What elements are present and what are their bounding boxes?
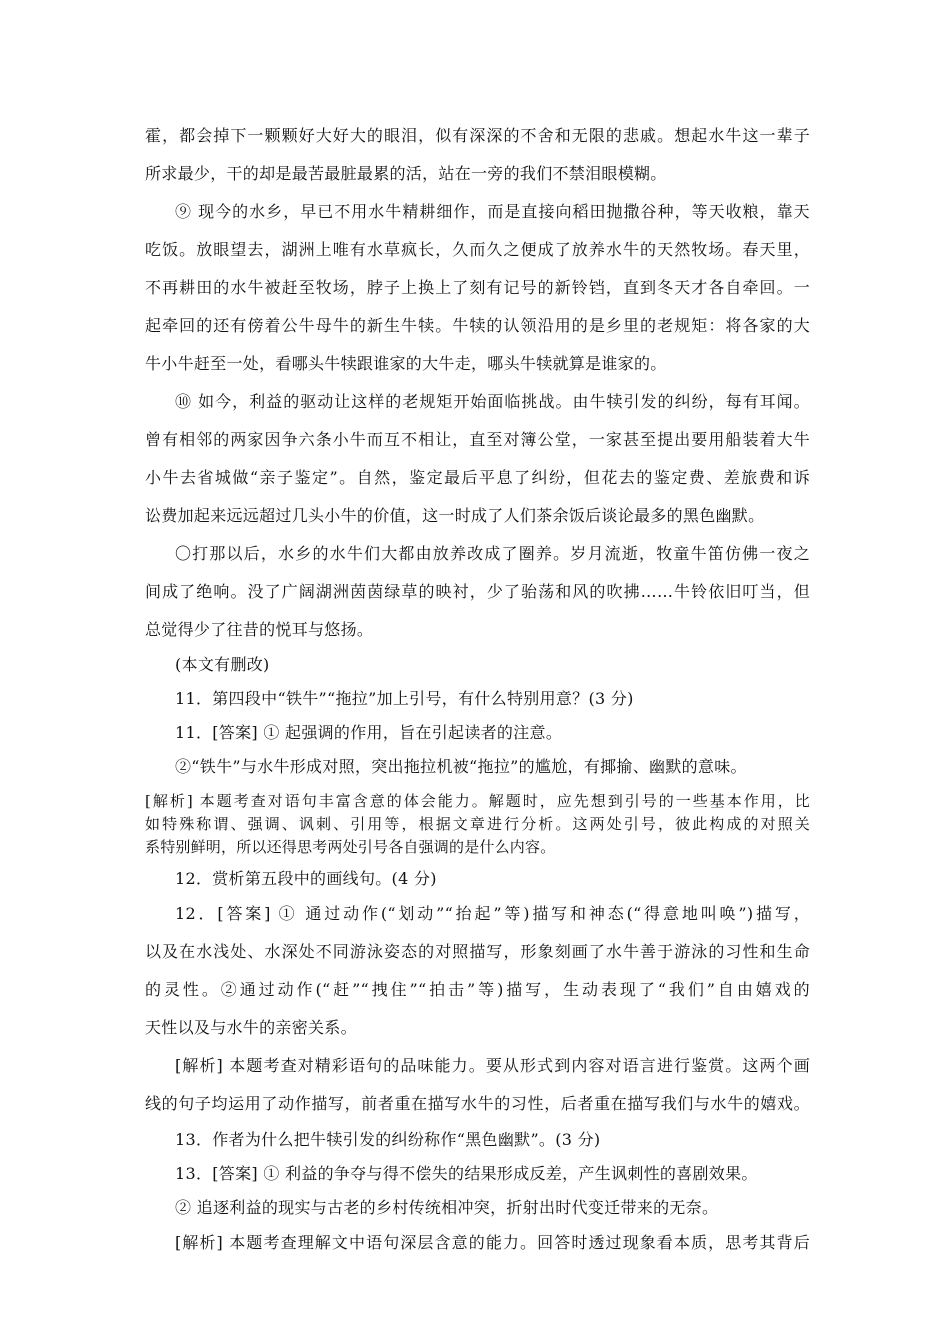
answer-11: 11．[答案] ① 起强调的作用，旨在引起读者的注意。	[175, 723, 563, 742]
text-line: 间成了绝响。没了广阔湖洲茵茵绿草的映衬，少了骀荡和风的吹拂……牛铃依旧叮当，但	[145, 582, 810, 601]
analysis-11: [解析] 本题考查对语句丰富含意的体会能力。解题时，应先想到引号的一些基本作用，比	[145, 792, 810, 810]
text-line: 霍，都会掉下一颗颗好大好大的眼泪，似有深深的不舍和无限的悲戚。想起水牛这一辈子	[145, 126, 810, 145]
answer-11-point-2: ②“铁牛”与水牛形成对照，突出拖拉机被“拖拉”的尴尬，有揶揄、幽默的意味。	[175, 757, 747, 776]
answer-13-point-2: ② 追逐利益的现实与古老的乡村传统相冲突，折射出时代变迁带来的无奈。	[175, 1198, 719, 1217]
text-line: 如特殊称谓、强调、讽刺、引用等，根据文章进行分析。这两处引号，彼此构成的对照关	[145, 815, 810, 833]
text-line: ⑩ 如今，利益的驱动让这样的老规矩开始面临挑战。由牛犊引发的纠纷，每有耳闻。	[175, 392, 810, 411]
question-12: 12．赏析第五段中的画线句。(4 分)	[175, 869, 437, 888]
question-11: 11．第四段中“铁牛”“拖拉”加上引号，有什么特别用意？(3 分)	[175, 689, 634, 708]
text-line: (本文有删改)	[175, 655, 270, 674]
text-line: 不再耕田的水牛被赶至牧场，脖子上换上了刻有记号的新铃铛，直到冬天才各自牵回。一	[145, 278, 810, 297]
text-line: 以及在水浅处、水深处不同游泳姿态的对照描写，形象刻画了水牛善于游泳的习性和生命	[145, 942, 810, 961]
text-line: 吃饭。放眼望去，湖洲上唯有水草疯长，久而久之便成了放养水牛的天然牧场。春天里，	[145, 240, 810, 259]
text-line: 的灵性。②通过动作(“赶”“拽住”“拍击”等)描写，生动表现了“我们”自由嬉戏的	[145, 980, 810, 999]
text-line: 小牛去省城做“亲子鉴定”。自然，鉴定最后平息了纠纷，但花去的鉴定费、差旅费和诉	[145, 468, 810, 487]
text-line: 起牵回的还有傍着公牛母牛的新生牛犊。牛犊的认领沿用的是乡里的老规矩：将各家的大	[145, 316, 810, 335]
answer-12: 12．[答案] ① 通过动作(“划动”“抬起”等)描写和神态(“得意地叫唤”)描写，	[175, 904, 810, 923]
text-line: 系特别鲜明，所以还得思考两处引号各自强调的是什么内容。	[145, 838, 556, 856]
text-line: ⑨ 现今的水乡，早已不用水牛精耕细作，而是直接向稻田抛撒谷种，等天收粮，靠天	[175, 202, 810, 221]
text-line: 线的句子均运用了动作描写，前者重在描写水牛的习性，后者重在描写我们与水牛的嬉戏。	[145, 1094, 810, 1113]
text-line: 牛小牛赶至一处，看哪头牛犊跟谁家的大牛走，哪头牛犊就算是谁家的。	[145, 354, 667, 373]
question-13: 13．作者为什么把牛犊引发的纠纷称作“黑色幽默”。(3 分)	[175, 1130, 601, 1149]
text-line: 讼费加起来远远超过几头小牛的价值，这一时成了人们茶余饭后谈论最多的黑色幽默。	[145, 506, 765, 525]
answer-13: 13．[答案] ① 利益的争夺与得不偿失的结果形成反差，产生讽刺性的喜剧效果。	[175, 1164, 758, 1183]
text-line: 天性以及与水牛的亲密关系。	[145, 1018, 357, 1037]
text-line: 所求最少，干的却是最苦最脏最累的活，站在一旁的我们不禁泪眼模糊。	[145, 164, 667, 183]
text-line: 曾有相邻的两家因争六条小牛而互不相让，直至对簿公堂，一家甚至提出要用船装着大牛	[145, 430, 810, 449]
text-line: 总觉得少了往昔的悦耳与悠扬。	[145, 620, 374, 639]
text-line: 〇打那以后，水乡的水牛们大都由放养改成了圈养。岁月流逝，牧童牛笛仿佛一夜之	[175, 544, 810, 563]
analysis-13: [解析] 本题考查理解文中语句深层含意的能力。回答时透过现象看本质，思考其背后	[175, 1233, 810, 1252]
analysis-12: [解析] 本题考查对精彩语句的品味能力。要从形式到内容对语言进行鉴赏。这两个画	[175, 1056, 810, 1075]
